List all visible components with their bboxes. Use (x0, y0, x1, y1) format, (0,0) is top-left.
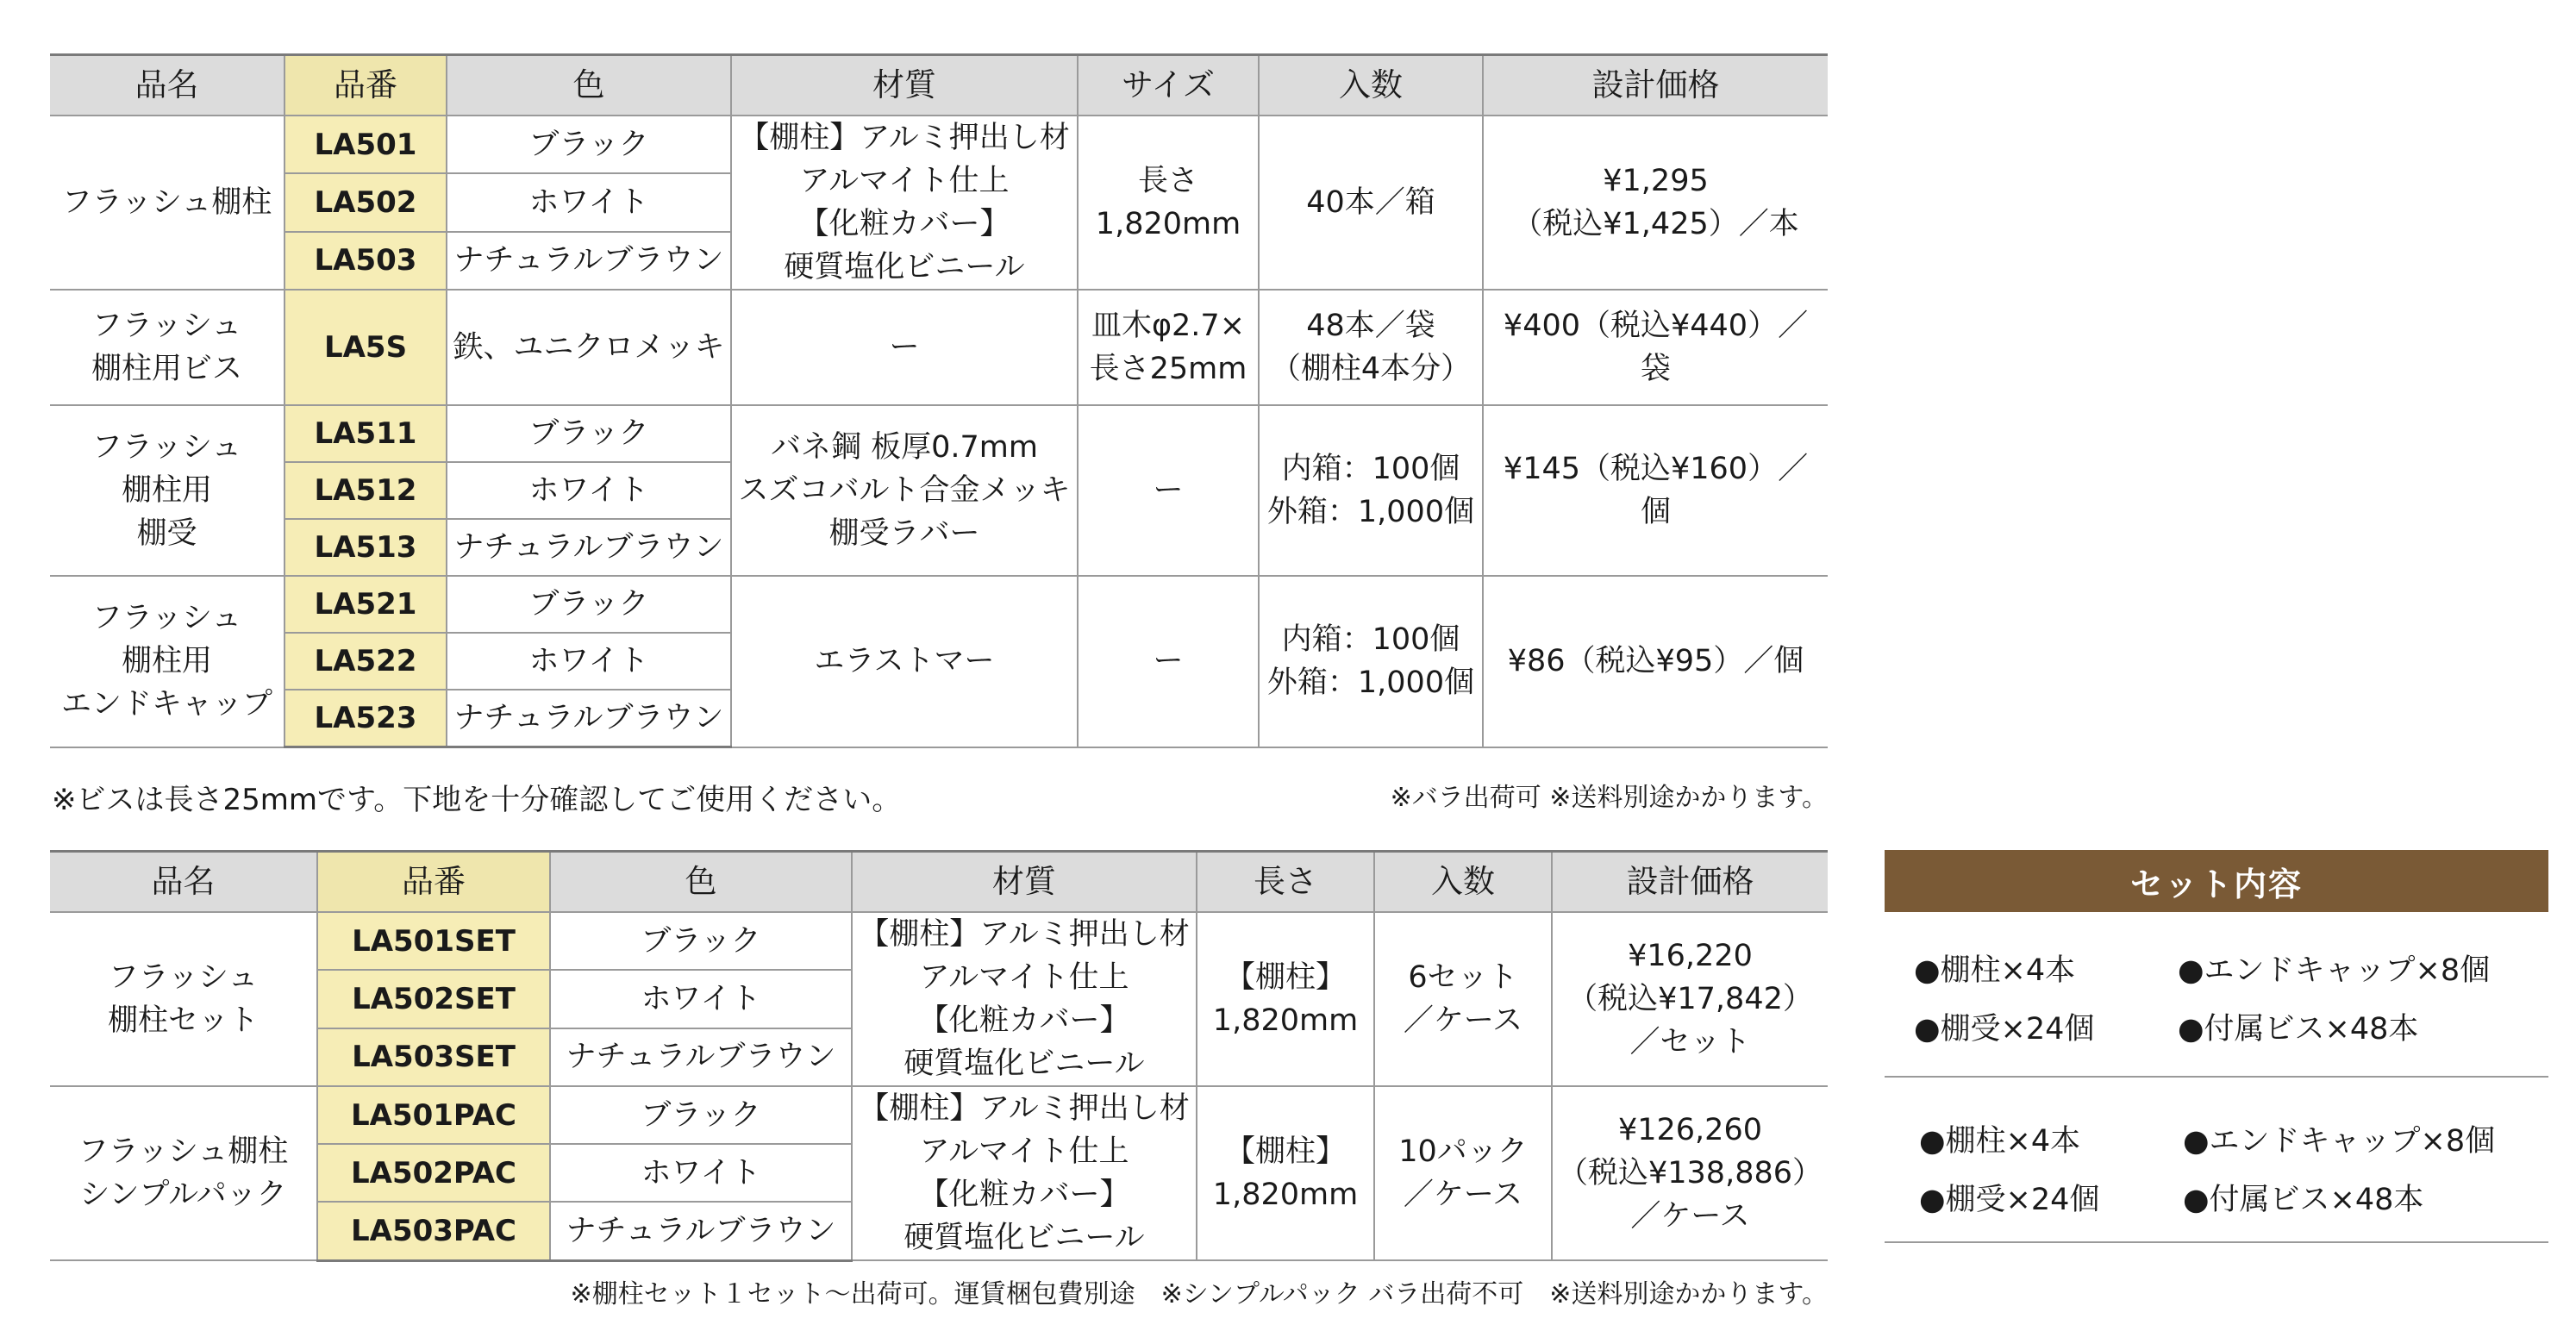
table-header-row (50, 852, 1828, 913)
product-color: ブラック (447, 405, 731, 462)
product-code: LA521 (284, 576, 447, 633)
set-item: ●付属ビス×48本 (2178, 1012, 2419, 1047)
product-code: LA511 (284, 405, 447, 462)
product-size: 皿木φ2.7× 長さ25mm (1078, 290, 1259, 405)
product-price: ¥16,220 （税込¥17,842） ／セット (1552, 912, 1828, 1086)
header-size: サイズ (1078, 55, 1259, 116)
product-length: 【棚柱】 1,820mm (1197, 912, 1374, 1086)
product-code: LA501 (284, 116, 447, 173)
product-price: ¥86（税込¥95）／個 (1483, 576, 1828, 747)
product-color: 鉄、ユニクロメッキ (447, 290, 731, 405)
product-color: ブラック (550, 912, 852, 970)
product-material: エラストマー (731, 576, 1078, 747)
product-code: LA503 (284, 232, 447, 290)
product-code: LA503SET (317, 1028, 550, 1086)
product-color: ブラック (447, 116, 731, 173)
product-qty: 内箱：100個 外箱：1,000個 (1259, 576, 1483, 747)
product-table-2 (50, 850, 1828, 1262)
note-screws: ※ビスは長さ25mmです。下地を十分確認してご使用ください。 (52, 783, 902, 817)
product-code: LA501SET (317, 912, 550, 970)
product-name: フラッシュ棚柱 シンプルパック (50, 1086, 317, 1260)
table-header-row (50, 55, 1828, 116)
header-price: 設計価格 (1483, 55, 1828, 116)
product-length: 【棚柱】 1,820mm (1197, 1086, 1374, 1260)
product-name: フラッシュ 棚柱用ビス (50, 290, 284, 405)
header-color: 色 (550, 852, 852, 913)
product-name: フラッシュ棚柱 (50, 116, 284, 290)
set-item: ●棚受×24個 (1919, 1183, 2100, 1217)
product-qty: 48本／袋 （棚柱4本分） (1259, 290, 1483, 405)
table-row (50, 116, 1828, 173)
header-price: 設計価格 (1552, 852, 1828, 913)
product-name: フラッシュ 棚柱用 エンドキャップ (50, 576, 284, 747)
product-material: 【棚柱】アルミ押出し材 アルマイト仕上 【化粧カバー】 硬質塩化ビニール (731, 116, 1078, 290)
table-row (50, 576, 1828, 633)
product-qty: 内箱：100個 外箱：1,000個 (1259, 405, 1483, 576)
product-material: 【棚柱】アルミ押出し材 アルマイト仕上 【化粧カバー】 硬質塩化ビニール (852, 912, 1197, 1086)
set-item: ●エンドキャップ×8個 (2183, 1124, 2496, 1159)
product-code: LA502SET (317, 970, 550, 1028)
product-qty: 40本／箱 (1259, 116, 1483, 290)
product-material: バネ鋼 板厚0.7mm スズコバルト合金メッキ 棚受ラバー (731, 405, 1078, 576)
product-price: ¥1,295 （税込¥1,425）／本 (1483, 116, 1828, 290)
table-row (50, 405, 1828, 462)
header-qty: 入数 (1374, 852, 1552, 913)
product-color: ホワイト (447, 633, 731, 690)
product-size: 長さ 1,820mm (1078, 116, 1259, 290)
product-price: ¥126,260 （税込¥138,886） ／ケース (1552, 1086, 1828, 1260)
note-set-shipping: ※棚柱セット１セット～出荷可。運賃梱包費別途 ※シンプルパック バラ出荷不可 ※送料別途かかります。 (570, 1279, 1828, 1309)
table-row (50, 290, 1828, 405)
product-code: LA513 (284, 519, 447, 576)
product-color: ブラック (550, 1086, 852, 1144)
product-color: ホワイト (550, 970, 852, 1028)
product-color: ナチュラルブラウン (447, 690, 731, 747)
set-contents-panel (1885, 850, 2548, 1243)
product-color: ホワイト (447, 173, 731, 231)
header-code: 品番 (317, 852, 550, 913)
table-row (50, 1086, 1828, 1144)
product-code: LA5S (284, 290, 447, 405)
set-contents-title: セット内容 (1885, 850, 2548, 912)
product-code: LA522 (284, 633, 447, 690)
product-color: ナチュラルブラウン (447, 232, 731, 290)
note-shipping: ※バラ出荷可 ※送料別途かかります。 (1390, 783, 1828, 813)
set-item: ●付属ビス×48本 (2183, 1183, 2424, 1217)
product-name: フラッシュ 棚柱用 棚受 (50, 405, 284, 576)
set-contents-block (1885, 912, 2548, 1078)
header-name: 品名 (50, 55, 284, 116)
set-contents-block (1885, 1078, 2548, 1243)
product-name: フラッシュ 棚柱セット (50, 912, 317, 1086)
product-code: LA502 (284, 173, 447, 231)
product-color: ホワイト (550, 1144, 852, 1202)
product-qty: 6セット ／ケース (1374, 912, 1552, 1086)
product-material: 【棚柱】アルミ押出し材 アルマイト仕上 【化粧カバー】 硬質塩化ビニール (852, 1086, 1197, 1260)
product-color: ナチュラルブラウン (550, 1028, 852, 1086)
product-code: LA501PAC (317, 1086, 550, 1144)
product-color: ホワイト (447, 462, 731, 519)
product-code: LA502PAC (317, 1144, 550, 1202)
header-material: 材質 (731, 55, 1078, 116)
set-item: ●棚柱×4本 (1914, 953, 2076, 988)
product-size: ー (1078, 576, 1259, 747)
product-price: ¥145（税込¥160）／個 (1483, 405, 1828, 576)
header-code: 品番 (284, 55, 447, 116)
header-color: 色 (447, 55, 731, 116)
header-material: 材質 (852, 852, 1197, 913)
product-color: ナチュラルブラウン (447, 519, 731, 576)
product-code: LA503PAC (317, 1202, 550, 1260)
product-size: ー (1078, 405, 1259, 576)
product-color: ブラック (447, 576, 731, 633)
set-item: ●棚受×24個 (1914, 1012, 2095, 1047)
product-price: ¥400（税込¥440）／袋 (1483, 290, 1828, 405)
set-item: ●エンドキャップ×8個 (2178, 953, 2491, 988)
product-code: LA512 (284, 462, 447, 519)
product-material: ー (731, 290, 1078, 405)
header-length: 長さ (1197, 852, 1374, 913)
table-row (50, 912, 1828, 970)
product-table-1 (50, 53, 1828, 748)
header-qty: 入数 (1259, 55, 1483, 116)
product-qty: 10パック ／ケース (1374, 1086, 1552, 1260)
product-code: LA523 (284, 690, 447, 747)
set-item: ●棚柱×4本 (1919, 1124, 2081, 1159)
product-color: ナチュラルブラウン (550, 1202, 852, 1260)
header-name: 品名 (50, 852, 317, 913)
